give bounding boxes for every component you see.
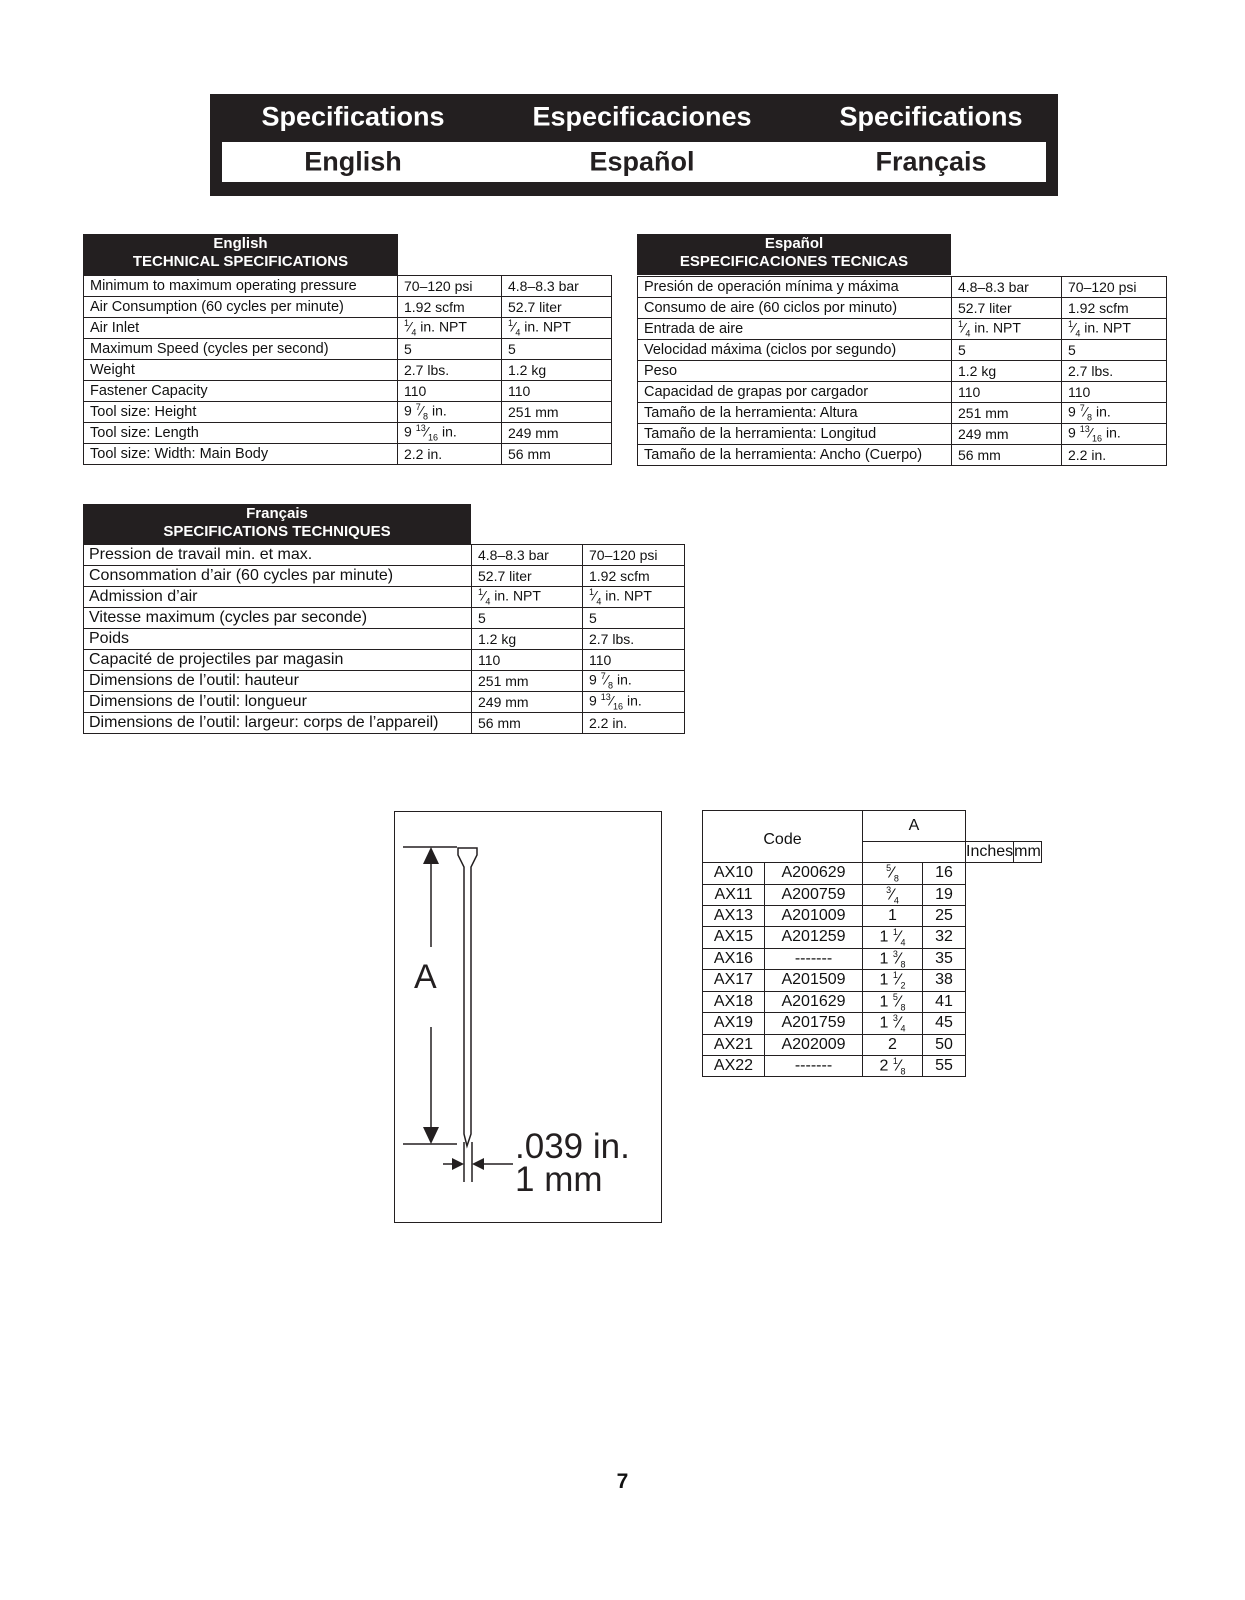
spec-row [84,402,612,423]
length-mm: 25 [923,906,966,927]
mm-header: mm [1014,842,1042,863]
spec-row [84,318,612,339]
spec-row [84,671,685,692]
code-ax: AX19 [703,1013,765,1035]
code-row [703,948,1042,970]
spec-value-primary: 251 mm [952,403,1062,424]
spec-value-primary: 2.7 lbs. [398,360,502,381]
spec-value-primary: $^1⁄_4$ in. NPT [398,318,502,339]
spec-label: Air Inlet [84,318,398,339]
spec-label: Pression de travail min. et max. [84,545,472,566]
francais-spec-table [83,504,685,734]
spec-row [638,319,1167,340]
nail-code-table [702,810,1042,1077]
code-row [703,884,1042,906]
length-mm: 38 [923,970,966,992]
spec-label: Dimensions de l’outil: largeur: corps de l’appareil) [84,713,472,734]
spec-value-secondary: 2.2 in. [1062,445,1167,466]
code-ax: AX21 [703,1034,765,1055]
spec-label: Tamaño de la herramienta: Ancho (Cuerpo) [638,445,952,466]
spec-row [84,629,685,650]
code-row [703,991,1042,1013]
a-header: A [863,811,966,842]
spec-label: Peso [638,361,952,382]
spec-row [638,340,1167,361]
banner-lang-es: Español [589,146,695,177]
spec-value-primary: 110 [472,650,583,671]
code-part-number: A201009 [765,906,863,927]
banner-title-row [210,94,1058,140]
spec-value-primary: 56 mm [472,713,583,734]
length-mm: 50 [923,1034,966,1055]
code-part-number: A200629 [765,863,863,885]
spec-value-secondary: 70–120 psi [583,545,685,566]
spec-value-secondary: 1.92 scfm [1062,298,1167,319]
spec-value-secondary: 2.2 in. [583,713,685,734]
spec-value-primary: 4.8–8.3 bar [952,277,1062,298]
spec-value-primary: 4.8–8.3 bar [472,545,583,566]
banner-language-row [222,142,1046,182]
spec-value-primary: 9 $^7⁄_8$ in. [398,402,502,423]
spec-value-secondary: 5 [502,339,612,360]
length-mm: 41 [923,991,966,1013]
length-inches: 1 $^3⁄_4$ [863,1013,923,1035]
spec-label: Tool size: Length [84,423,398,444]
spec-label: Entrada de aire [638,319,952,340]
spec-label: Tamaño de la herramienta: Altura [638,403,952,424]
code-part-number: A202009 [765,1034,863,1055]
banner-lang-fr: Français [875,146,987,177]
code-row [703,863,1042,885]
length-mm: 55 [923,1055,966,1077]
spec-label: Capacidad de grapas por cargador [638,382,952,403]
spec-value-primary: 249 mm [952,424,1062,445]
spec-value-secondary: 5 [583,608,685,629]
code-row [703,970,1042,992]
spec-value-primary: 5 [952,340,1062,361]
spec-value-secondary: 9 $^7⁄_8$ in. [1062,403,1167,424]
spec-row [84,692,685,713]
length-inches: 1 [863,906,923,927]
spec-value-secondary: 56 mm [502,444,612,465]
spec-row [638,361,1167,382]
code-ax: AX16 [703,948,765,970]
spec-value-primary: $^1⁄_4$ in. NPT [952,319,1062,340]
spec-value-primary: 70–120 psi [398,276,502,297]
code-part-number: A201509 [765,970,863,992]
spec-label: Tamaño de la herramienta: Longitud [638,424,952,445]
english-spec-header [83,234,398,275]
francais-spec-header [83,504,471,544]
spec-value-primary: 249 mm [472,692,583,713]
espanol-spec-table [637,234,1167,466]
code-part-number: A201259 [765,927,863,949]
spec-value-primary: 2.2 in. [398,444,502,465]
spec-value-secondary: 1.92 scfm [583,566,685,587]
code-ax: AX15 [703,927,765,949]
banner-title-es: Especificaciones [532,101,752,132]
code-row [703,1034,1042,1055]
spec-label: Presión de operación mínima y máxima [638,277,952,298]
spec-value-primary: 52.7 liter [472,566,583,587]
length-inches: 1 $^3⁄_8$ [863,948,923,970]
spec-value-primary: 5 [472,608,583,629]
spec-label: Consumo de aire (60 ciclos por minuto) [638,298,952,319]
spec-row [638,445,1167,466]
length-mm: 35 [923,948,966,970]
spec-value-primary: 5 [398,339,502,360]
spec-value-primary: 1.92 scfm [398,297,502,318]
spec-value-secondary: 110 [502,381,612,402]
spec-value-primary: 1.2 kg [952,361,1062,382]
spec-label: Weight [84,360,398,381]
spec-row [638,298,1167,319]
dimension-a-label: A [414,958,437,996]
spec-value-primary: 56 mm [952,445,1062,466]
english-lang-label: English [213,235,268,252]
spec-value-secondary: 70–120 psi [1062,277,1167,298]
spec-row [638,277,1167,298]
length-inches: 1 $^5⁄_8$ [863,991,923,1013]
spec-label: Tool size: Width: Main Body [84,444,398,465]
spec-label: Fastener Capacity [84,381,398,402]
spec-banner [210,94,1058,196]
code-ax: AX13 [703,906,765,927]
francais-spec-title: SPECIFICATIONS TECHNIQUES [163,523,391,540]
spec-row [84,545,685,566]
code-ax: AX10 [703,863,765,885]
spec-value-primary: 251 mm [472,671,583,692]
spec-value-secondary: 2.7 lbs. [1062,361,1167,382]
length-mm: 32 [923,927,966,949]
code-ax: AX11 [703,884,765,906]
spec-row [638,424,1167,445]
spec-label: Tool size: Height [84,402,398,423]
code-header: Code [703,811,863,863]
spec-label: Capacité de projectiles par magasin [84,650,472,671]
francais-lang-label: Français [246,505,308,522]
spec-row [84,587,685,608]
banner-lang-en: English [304,146,402,177]
spec-value-secondary: 52.7 liter [502,297,612,318]
spec-value-secondary: 249 mm [502,423,612,444]
code-part-number: A201759 [765,1013,863,1035]
length-mm: 45 [923,1013,966,1035]
spec-label: Dimensions de l’outil: longueur [84,692,472,713]
spec-label: Poids [84,629,472,650]
length-inches: 1 $^1⁄_4$ [863,927,923,949]
spec-label: Vitesse maximum (cycles par seconde) [84,608,472,629]
spec-row [84,608,685,629]
spec-value-secondary: 5 [1062,340,1167,361]
spec-value-primary: 110 [952,382,1062,403]
spec-row [84,713,685,734]
spec-value-secondary: 110 [583,650,685,671]
code-subheader-blank [863,842,966,863]
length-inches: 1 $^1⁄_2$ [863,970,923,992]
spec-value-secondary: $^1⁄_4$ in. NPT [583,587,685,608]
length-mm: 19 [923,884,966,906]
code-row [703,906,1042,927]
spec-row [84,444,612,465]
spec-value-primary: 9 $^{13}⁄_{16}$ in. [398,423,502,444]
banner-title-en: Specifications [261,101,445,132]
code-ax: AX22 [703,1055,765,1077]
spec-label: Maximum Speed (cycles per second) [84,339,398,360]
spec-row [84,360,612,381]
spec-value-secondary: 9 $^7⁄_8$ in. [583,671,685,692]
spec-row [638,403,1167,424]
nail-diagram [394,811,662,1223]
length-inches: $^5⁄_8$ [863,863,923,885]
spec-value-secondary: 4.8–8.3 bar [502,276,612,297]
code-part-number: ------- [765,1055,863,1077]
spec-value-primary: 1.2 kg [472,629,583,650]
length-inches: $^3⁄_4$ [863,884,923,906]
inches-header: Inches [966,842,1014,863]
code-part-number: A201629 [765,991,863,1013]
code-ax: AX17 [703,970,765,992]
code-row [703,1013,1042,1035]
spec-value-secondary: 9 $^{13}⁄_{16}$ in. [583,692,685,713]
spec-value-primary: $^1⁄_4$ in. NPT [472,587,583,608]
spec-value-secondary: 110 [1062,382,1167,403]
spec-row [84,566,685,587]
spec-value-secondary: 1.2 kg [502,360,612,381]
spec-label: Dimensions de l’outil: hauteur [84,671,472,692]
spec-label: Air Consumption (60 cycles per minute) [84,297,398,318]
page-number: 7 [616,1470,629,1493]
code-ax: AX18 [703,991,765,1013]
code-row [703,927,1042,949]
spec-value-secondary: $^1⁄_4$ in. NPT [502,318,612,339]
length-inches: 2 [863,1034,923,1055]
thickness-inches: .039 in. [515,1127,630,1166]
spec-label: Admission d’air [84,587,472,608]
spec-row [84,650,685,671]
spec-row [638,382,1167,403]
spec-row [84,297,612,318]
thickness-mm: 1 mm [515,1160,603,1199]
spec-value-secondary: $^1⁄_4$ in. NPT [1062,319,1167,340]
code-part-number: A200759 [765,884,863,906]
espanol-spec-title: ESPECIFICACIONES TECNICAS [679,253,909,270]
code-row [703,1055,1042,1077]
code-part-number: ------- [765,948,863,970]
english-spec-table [83,234,612,465]
spec-value-primary: 110 [398,381,502,402]
spec-row [84,339,612,360]
espanol-lang-label: Español [764,235,824,252]
length-mm: 16 [923,863,966,885]
spec-value-secondary: 2.7 lbs. [583,629,685,650]
length-inches: 2 $^1⁄_8$ [863,1055,923,1077]
spec-value-secondary: 9 $^{13}⁄_{16}$ in. [1062,424,1167,445]
spec-row [84,276,612,297]
banner-title-fr: Specifications [839,101,1023,132]
spec-value-primary: 52.7 liter [952,298,1062,319]
spec-row [84,423,612,444]
spec-label: Minimum to maximum operating pressure [84,276,398,297]
espanol-spec-header [637,234,951,275]
english-spec-title: TECHNICAL SPECIFICATIONS [132,253,349,270]
spec-row [84,381,612,402]
spec-value-secondary: 251 mm [502,402,612,423]
spec-label: Consommation d’air (60 cycles par minute) [84,566,472,587]
spec-label: Velocidad máxima (ciclos por segundo) [638,340,952,361]
